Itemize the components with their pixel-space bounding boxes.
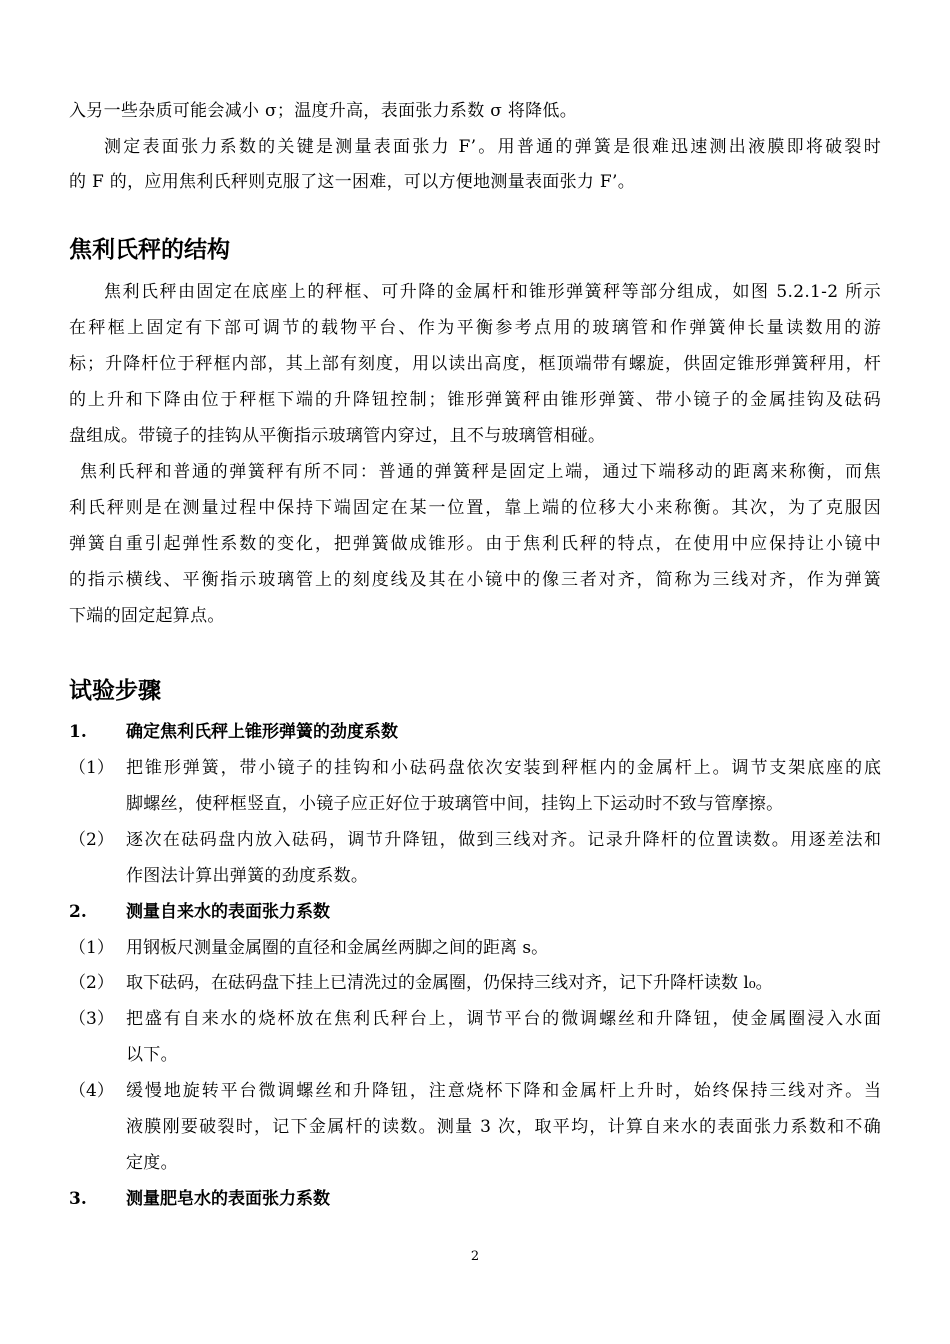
step-title: 测量自来水的表面张力系数 (126, 902, 330, 922)
section-heading-steps: 试验步骤 (69, 678, 161, 704)
item-marker: （4） (69, 1081, 114, 1101)
structure-p1-line-1: 焦利氏秤由固定在底座上的秤框、可升降的金属杆和锥形弹簧秤等部分组成，如图 5.2.1-2 所示 (104, 282, 881, 302)
item-text: 把锥形弹簧，带小镜子的挂钩和小砝码盘依次安装到秤框内的金属杆上。调节支架底座的底 (126, 758, 881, 778)
item-text: 把盛有自来水的烧杯放在焦利氏秤台上，调节平台的微调螺丝和升降钮，使金属圈浸入水面 (126, 1009, 881, 1029)
step-1-item-2-cont: 作图法计算出弹簧的劲度系数。 (126, 866, 369, 886)
page-number: 2 (470, 1249, 480, 1264)
structure-p1-line-4: 的上升和下降由位于秤框下端的升降钮控制；锥形弹簧秤由锥形弹簧、带小镜子的金属挂钩及砝码 (69, 390, 881, 410)
section-heading-structure: 焦利氏秤的结构 (69, 237, 230, 263)
item-text: 用钢板尺测量金属圈的直径和金属丝两脚之间的距离 s。 (126, 938, 549, 958)
step-1-item-1-cont: 脚螺丝，使秤框竖直，小镜子应正好位于玻璃管中间，挂钩上下运动时不致与管摩擦。 (126, 794, 784, 814)
step-2-item-3-cont: 以下。 (126, 1045, 178, 1065)
structure-p1-line-5: 盘组成。带镜子的挂钩从平衡指示玻璃管内穿过，且不与玻璃管相碰。 (69, 426, 606, 446)
structure-p2-line-1: 焦利氏秤和普通的弹簧秤有所不同：普通的弹簧秤是固定上端，通过下端移动的距离来称衡，而焦 (80, 462, 881, 482)
step-2-item-4-cont-1: 液膜刚要破裂时，记下金属杆的读数。测量 3 次，取平均，计算自来水的表面张力系数和不确 (126, 1117, 881, 1137)
structure-p1-line-3: 标；升降杆位于秤框内部，其上部有刻度，用以读出高度，框顶端带有螺旋，供固定锥形弹簧秤用，杆 (69, 354, 881, 374)
intro-p2-line-2: 的 F 的，应用焦利氏秤则克服了这一困难，可以方便地测量表面张力 F’。 (69, 172, 636, 192)
structure-p1-line-2: 在秤框上固定有下部可调节的载物平台、作为平衡参考点用的玻璃管和作弹簧伸长量读数用的游 (69, 318, 881, 338)
intro-line-1: 入另一些杂质可能会减小 σ；温度升高，表面张力系数 σ 将降低。 (69, 101, 578, 121)
item-text: 缓慢地旋转平台微调螺丝和升降钮，注意烧杯下降和金属杆上升时，始终保持三线对齐。当 (126, 1081, 881, 1101)
structure-p2-line-2: 利氏秤则是在测量过程中保持下端固定在某一位置，靠上端的位移大小来称衡。其次，为了克服因 (69, 498, 881, 518)
step-title: 确定焦利氏秤上锥形弹簧的劲度系数 (126, 722, 398, 742)
step-2-item-4-cont-2: 定度。 (126, 1153, 178, 1173)
item-text: 逐次在砝码盘内放入砝码，调节升降钮，做到三线对齐。记录升降杆的位置读数。用逐差法和 (126, 830, 881, 850)
structure-p2-line-5: 下端的固定起算点。 (69, 606, 225, 626)
item-text: 取下砝码，在砝码盘下挂上已清洗过的金属圈，仍保持三线对齐，记下升降杆读数 l₀。 (126, 973, 773, 993)
item-marker: （1） (69, 938, 114, 958)
item-marker: （1） (69, 758, 114, 778)
item-marker: （2） (69, 830, 114, 850)
step-title: 测量肥皂水的表面张力系数 (126, 1189, 330, 1209)
step-number: 1. (69, 722, 87, 742)
item-marker: （3） (69, 1009, 114, 1029)
step-number: 3. (69, 1189, 87, 1209)
structure-p2-line-4: 的指示横线、平衡指示玻璃管上的刻度线及其在小镜中的像三者对齐，简称为三线对齐，作为弹簧 (69, 570, 881, 590)
intro-p2-line-1: 测定表面张力系数的关键是测量表面张力 F’。用普通的弹簧是很难迅速测出液膜即将破裂时 (104, 137, 881, 157)
structure-p2-line-3: 弹簧自重引起弹性系数的变化，把弹簧做成锥形。由于焦利氏秤的特点，在使用中应保持让小镜中 (69, 534, 881, 554)
item-marker: （2） (69, 973, 114, 993)
step-number: 2. (69, 902, 87, 922)
